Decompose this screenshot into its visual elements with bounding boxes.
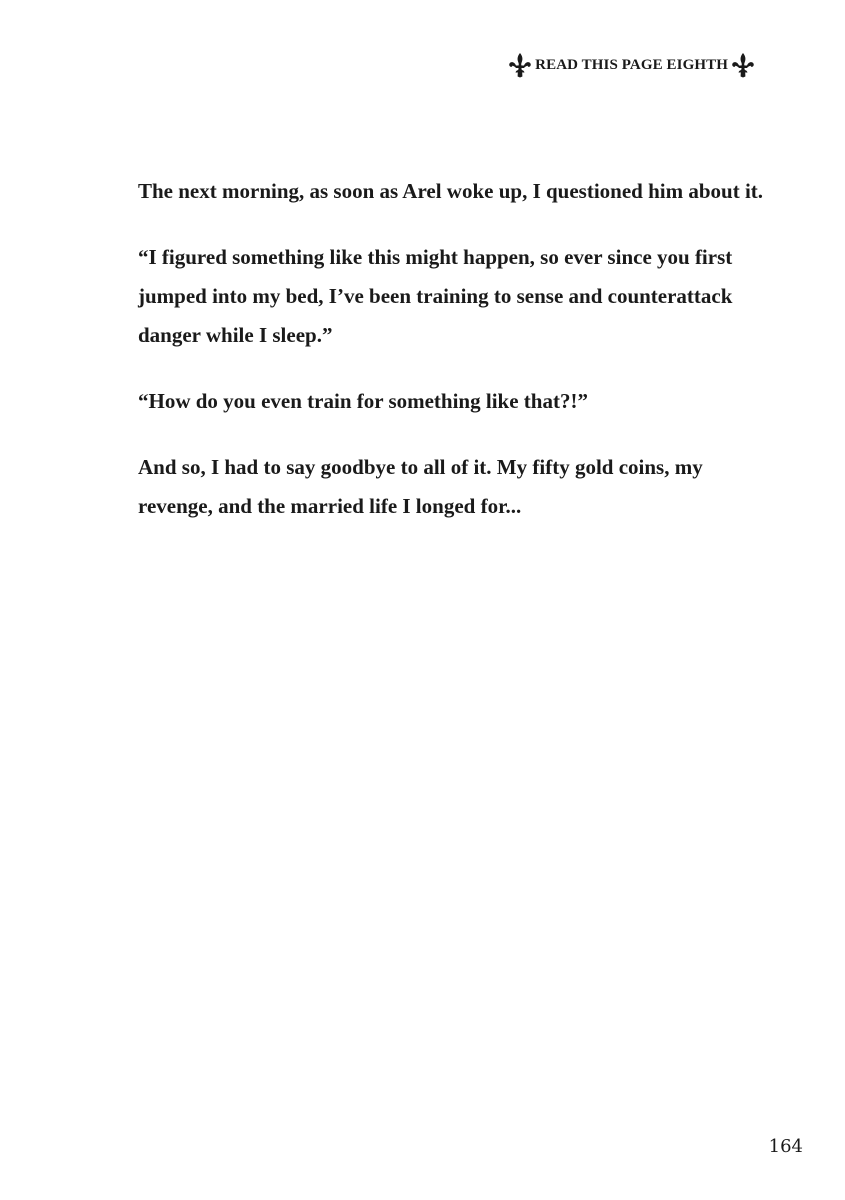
fleur-de-lis-icon (508, 52, 532, 78)
paragraph: The next morning, as soon as Arel woke up, I questioned him about it. (138, 179, 764, 203)
paragraph: “How do you even train for something like that?!” (138, 389, 588, 413)
fleur-de-lis-icon (731, 52, 755, 78)
paragraph: “I figured something like this might happen, so ever since you first jumped into my bed, I’ve been training to sense and counterattack danger while I sleep.” (138, 245, 733, 347)
running-header (508, 52, 755, 78)
paragraph: And so, I had to say goodbye to all of it. My fifty gold coins, my revenge, and the married life I longed for... (138, 455, 703, 518)
header-title: READ THIS PAGE EIGHTH (535, 56, 728, 73)
page-number: 164 (768, 1136, 803, 1157)
body-text (138, 172, 778, 553)
